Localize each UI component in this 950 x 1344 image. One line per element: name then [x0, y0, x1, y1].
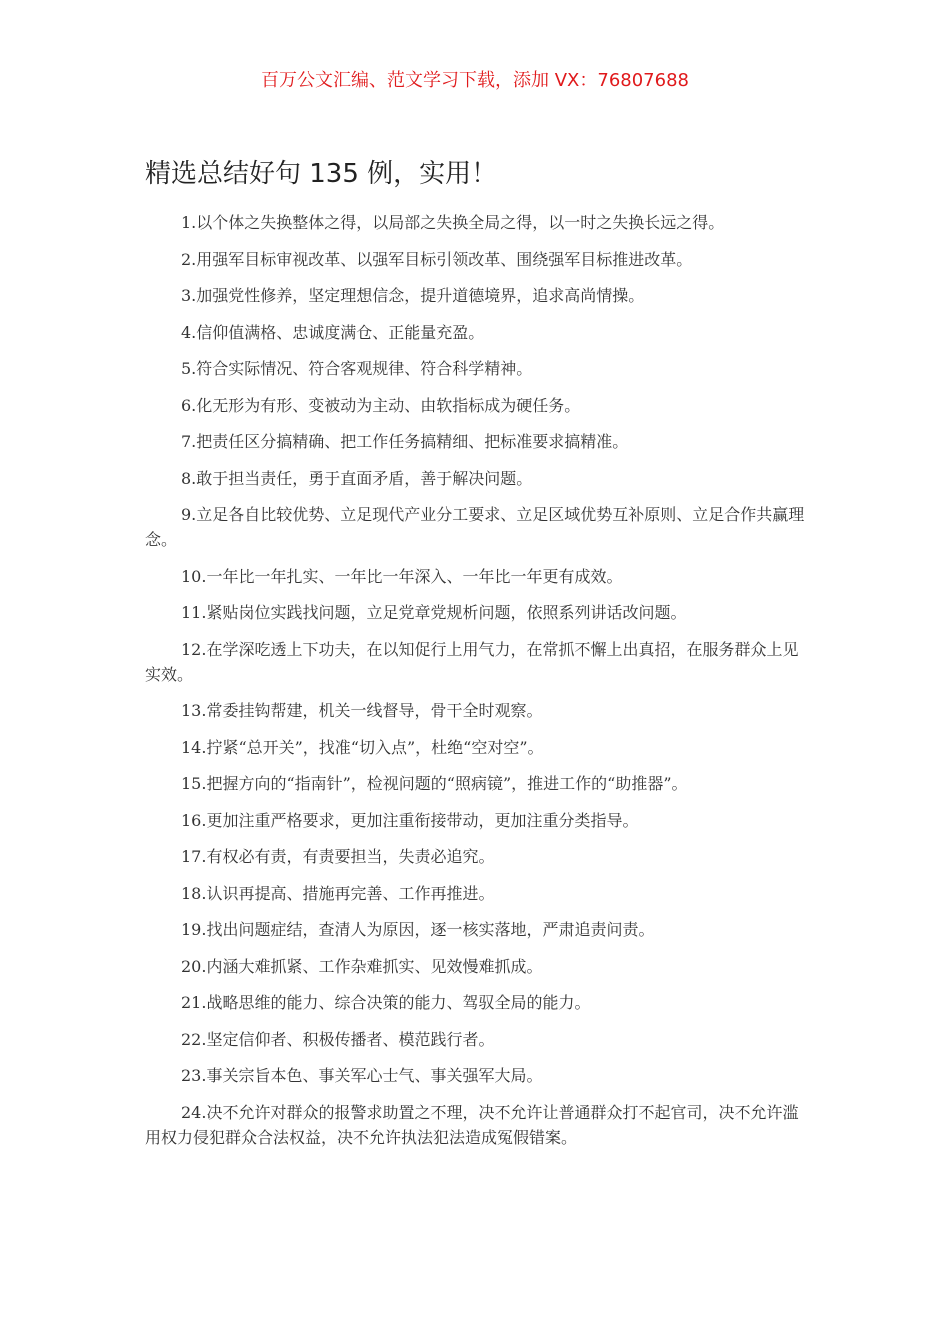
list-item: 19.找出问题症结，查清人为原因，逐一核实落地，严肃追责问责。 [181, 920, 655, 939]
header-banner: 百万公文汇编、范文学习下载，添加 VX：76807688 [261, 70, 689, 91]
list-item: 5.符合实际情况、符合客观规律、符合科学精神。 [181, 359, 533, 378]
list-item: 17.有权必有责，有责要担当，失责必追究。 [181, 847, 495, 866]
list-item: 24.决不允许对群众的报警求助置之不理，决不允许让普通群众打不起官司，决不允许滥用权力侵犯群众合法权益，决不允许执法犯法造成冤假错案。 [145, 1102, 799, 1147]
list-item: 16.更加注重严格要求，更加注重衔接带动，更加注重分类指导。 [181, 810, 639, 830]
list-item: 14.拧紧“总开关”，找准“切入点”，杜绝“空对空”。 [181, 737, 544, 757]
list-item: 20.内涵大难抓紧、工作杂难抓实、见效慢难抓成。 [181, 956, 543, 976]
document-title: 精选总结好句 135 例，实用！ [145, 159, 498, 189]
list-item: 11.紧贴岗位实践找问题，立足党章党规析问题，依照系列讲话改问题。 [181, 603, 687, 622]
list-item: 4.信仰值满格、忠诚度满仓、正能量充盈。 [181, 322, 485, 342]
list-item: 1.以个体之失换整体之得，以局部之失换全局之得，以一时之失换长远之得。 [181, 213, 725, 232]
list-item: 21.战略思维的能力、综合决策的能力、驾驭全局的能力。 [181, 993, 591, 1012]
list-item: 10.一年比一年扎实、一年比一年深入、一年比一年更有成效。 [181, 566, 623, 586]
item-list [145, 210, 807, 1161]
list-item: 22.坚定信仰者、积极传播者、模范践行者。 [181, 1029, 495, 1049]
list-item: 15.把握方向的“指南针”，检视问题的“照病镜”，推进工作的“助推器”。 [181, 774, 688, 793]
list-item: 2.用强军目标审视改革、以强军目标引领改革、围绕强军目标推进改革。 [181, 249, 693, 269]
list-item: 12.在学深吃透上下功夫，在以知促行上用气力，在常抓不懈上出真招，在服务群众上见实效。 [145, 639, 799, 684]
list-item: 18.认识再提高、措施再完善、工作再推进。 [181, 883, 495, 903]
list-item: 13.常委挂钩帮建，机关一线督导，骨干全时观察。 [181, 701, 543, 720]
list-item: 23.事关宗旨本色、事关军心士气、事关强军大局。 [181, 1066, 543, 1085]
list-item: 7.把责任区分搞精确、把工作任务搞精细、把标准要求搞精准。 [181, 432, 629, 451]
list-item: 9.立足各自比较优势、立足现代产业分工要求、立足区域优势互补原则、立足合作共赢理念。 [145, 505, 805, 549]
list-item: 3.加强党性修养，坚定理想信念，提升道德境界，追求高尚情操。 [181, 286, 645, 305]
list-item: 6.化无形为有形、变被动为主动、由软指标成为硬任务。 [181, 395, 581, 415]
list-item: 8.敢于担当责任，勇于直面矛盾，善于解决问题。 [181, 468, 533, 488]
